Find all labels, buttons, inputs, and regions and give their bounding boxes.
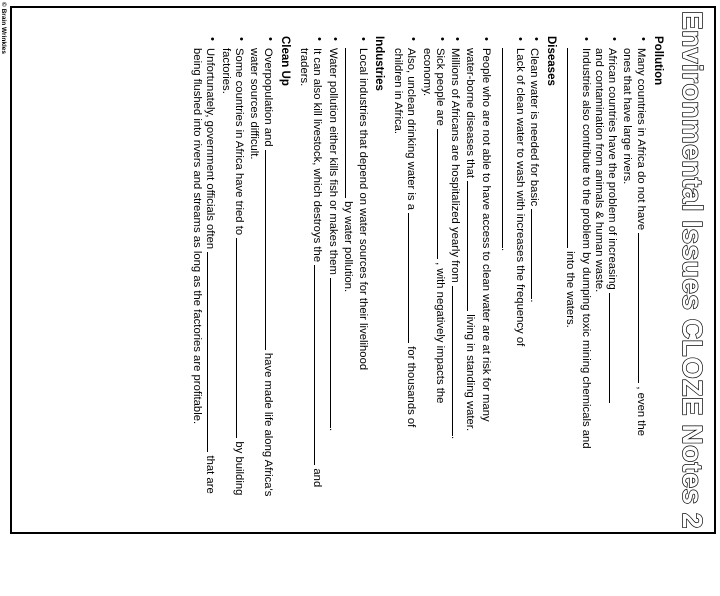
fill-blank[interactable] [638, 233, 649, 383]
section-heading-industries: Industries [372, 36, 385, 91]
note-text: water-borne diseases that [464, 48, 477, 178]
fill-blank[interactable] [207, 252, 218, 452]
list-item [563, 48, 592, 596]
note-text: Overpopulation and [261, 48, 274, 147]
fill-blank[interactable] [567, 48, 578, 248]
note-text: Industries also contribute to the problem by dumping toxic mining chemicals and [579, 48, 592, 449]
note-text: and contamination from animals & human waste. [592, 48, 605, 293]
diseases-list-2 [391, 36, 492, 596]
list-item [419, 48, 448, 596]
note-text: , with negatively impacts the [433, 262, 446, 404]
fill-blank[interactable] [531, 209, 542, 299]
note-text: Millions of Africans are hospitalized yearly from [449, 48, 462, 283]
note-text: traders. [298, 48, 311, 87]
note-text: have made life along Africa's [261, 352, 274, 497]
note-text: African countries have the problem of increasing [606, 48, 619, 290]
list-item [526, 48, 541, 596]
list-item [391, 48, 420, 596]
list-item [498, 48, 527, 596]
note-text: . [499, 248, 512, 252]
list-item [218, 48, 247, 596]
cleanup-list [190, 36, 276, 596]
note-text: People who are not able to have access to clean water are at risk for many [479, 48, 492, 422]
list-item [297, 48, 326, 596]
note-text: . [527, 299, 540, 303]
fill-blank[interactable] [609, 293, 620, 403]
page-border [10, 6, 716, 534]
fill-blank[interactable] [408, 213, 419, 343]
note-text: and [311, 468, 324, 488]
fill-blank[interactable] [345, 48, 356, 198]
note-text: Sick people are [433, 48, 446, 126]
note-text: Some countries in Africa have tried to [232, 48, 245, 236]
notes-content [184, 36, 668, 596]
list-item [325, 48, 340, 596]
page-title: Environmental Issues CLOZE Notes 2 [677, 10, 708, 530]
note-text: , even the [634, 386, 647, 437]
list-item [448, 48, 463, 596]
copyright-credit: © Brain Wrinkles [0, 2, 7, 54]
fill-blank[interactable] [452, 286, 463, 436]
list-item [247, 48, 276, 596]
note-text: children in Africa. [391, 48, 404, 135]
list-item [463, 48, 492, 596]
list-item [592, 48, 621, 596]
list-item [190, 48, 219, 596]
note-text: factories. [219, 48, 232, 94]
fill-blank[interactable] [437, 129, 448, 259]
note-text: Local industries that depend on water sources for their livelihood [357, 48, 370, 371]
fill-blank[interactable] [330, 278, 341, 428]
list-item [341, 48, 370, 596]
fill-blank[interactable] [502, 48, 513, 248]
note-text: Water pollution either kills fish or makes them [326, 48, 339, 275]
section-heading-pollution: Pollution [652, 36, 664, 86]
note-text: by water pollution. [342, 201, 355, 293]
note-text: . [326, 428, 339, 432]
note-text: ones that have large rivers. [621, 48, 634, 185]
diseases-list [498, 36, 542, 596]
section-heading-diseases: Diseases [544, 36, 557, 86]
pollution-list [563, 36, 649, 596]
note-text: living in standing water. [464, 314, 477, 432]
note-text: water sources difficult. [248, 48, 261, 160]
note-text: for thousands of [405, 346, 418, 428]
fill-blank[interactable] [467, 181, 478, 311]
note-text: by building [232, 441, 245, 496]
note-text: It can also kill livestock, which destroys the [311, 48, 324, 263]
fill-blank[interactable] [265, 150, 276, 350]
note-text: being flushed into rivers and streams as long as the factories are profitable. [191, 48, 204, 425]
fill-blank[interactable] [314, 265, 325, 465]
note-text: Unfortunately, government officials often [204, 48, 217, 250]
note-text: that are [204, 455, 217, 494]
note-text: Clean water is needed for basic [527, 48, 540, 207]
note-text: . [449, 435, 462, 440]
note-text: into the waters. [564, 251, 577, 328]
note-text: Many countries in Africa do not have [634, 48, 647, 231]
section-heading-cleanup: Clean Up [278, 36, 291, 86]
fill-blank[interactable] [236, 238, 247, 438]
note-text: economy. [420, 48, 433, 97]
industries-list [297, 36, 369, 596]
list-item [620, 48, 649, 596]
note-text: Also, unclean drinking water is a [405, 48, 418, 211]
note-text: Lack of clean water to wash with increases the frequency of [514, 48, 527, 347]
